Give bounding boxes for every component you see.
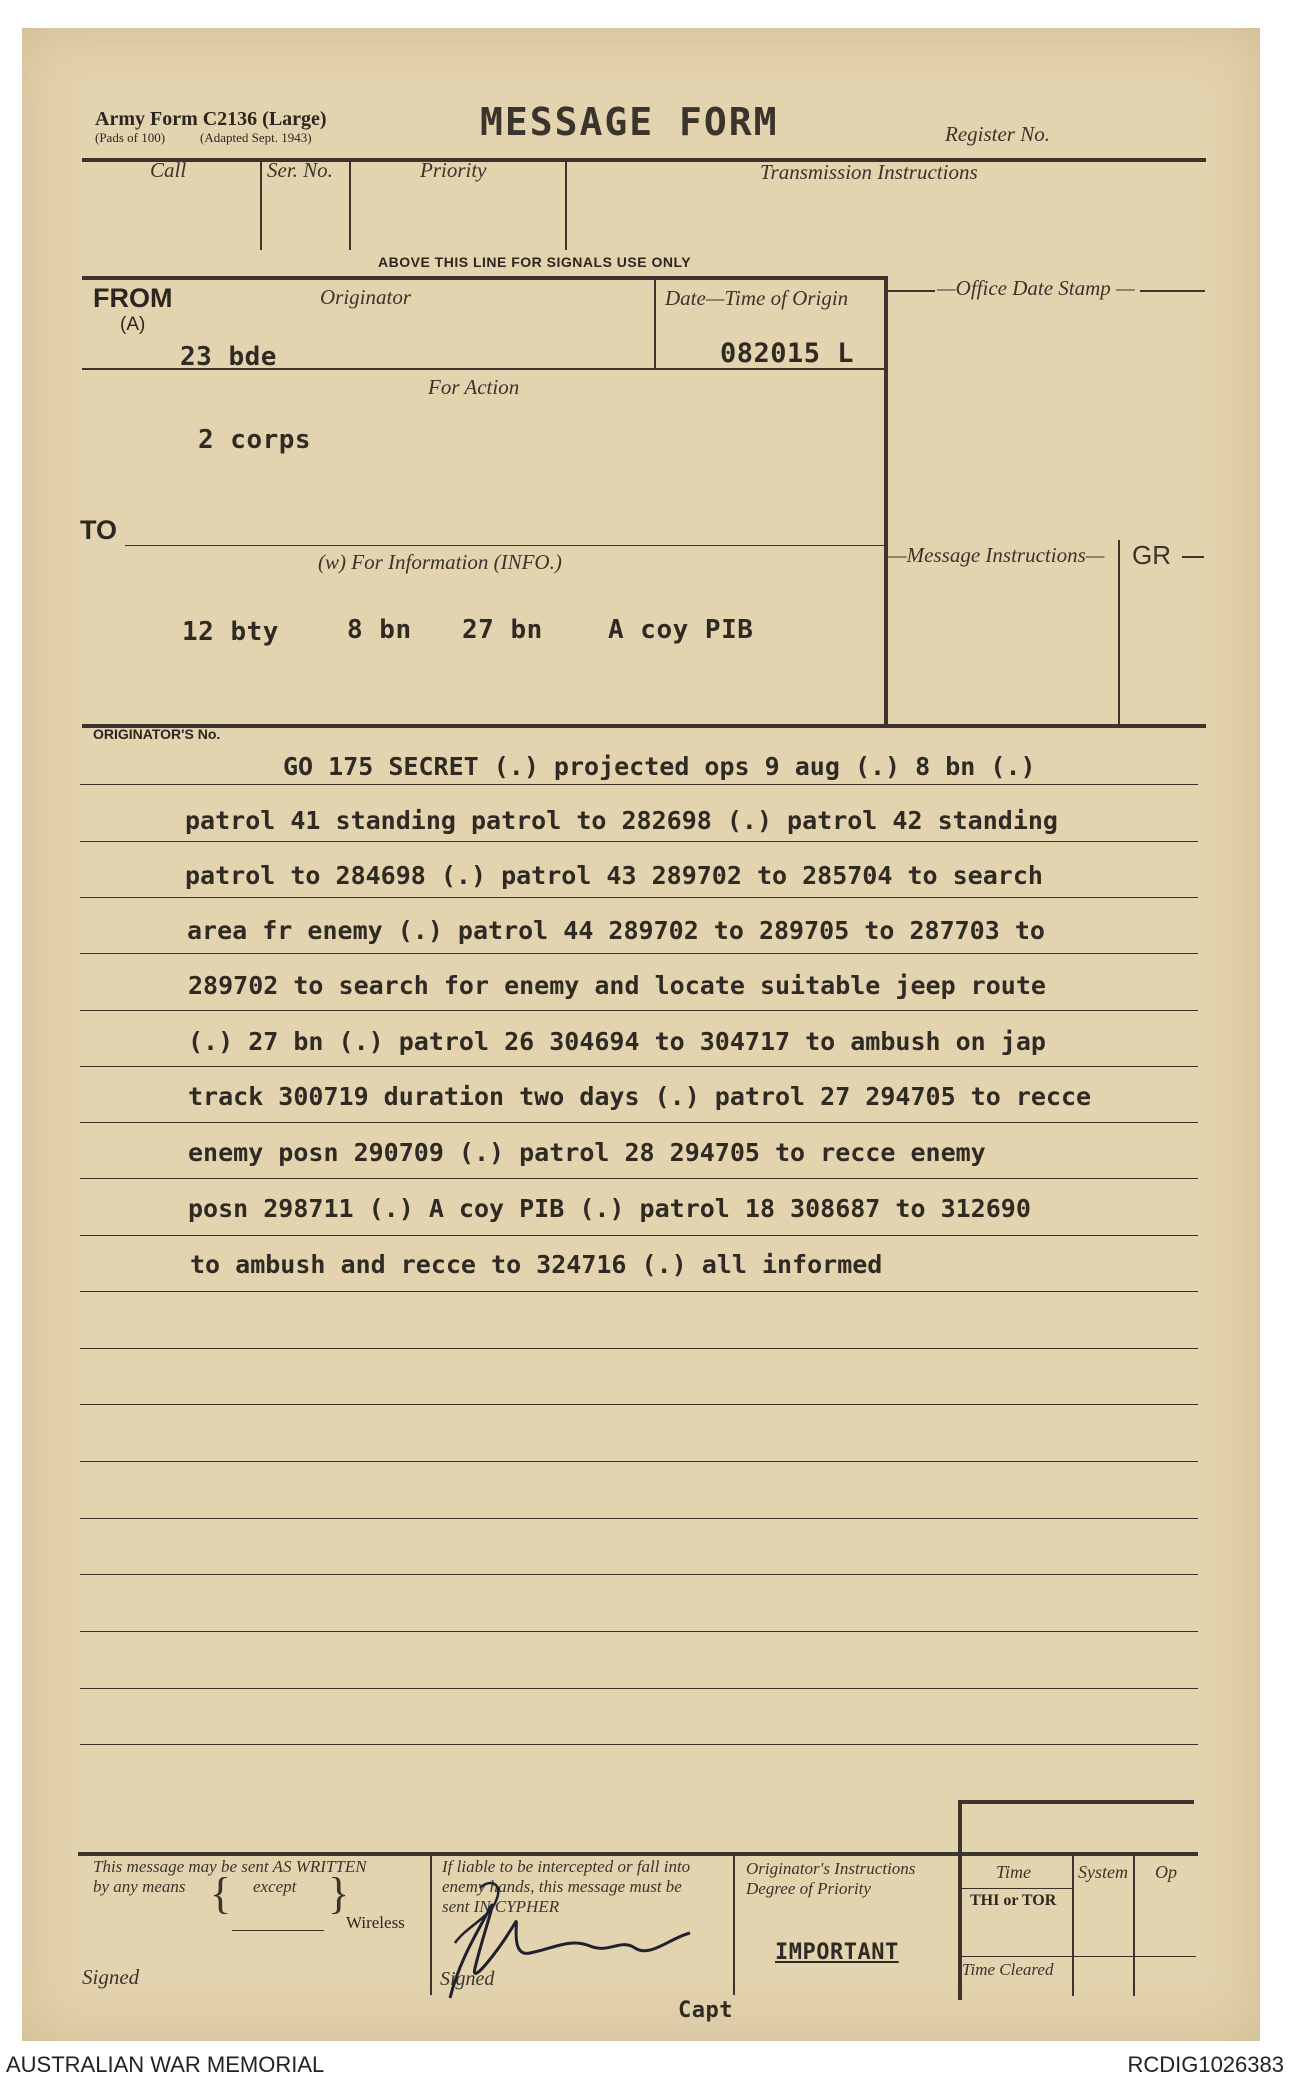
header-top-rule — [82, 158, 1206, 162]
form-id: Army Form C2136 (Large) — [95, 108, 327, 130]
register-no-label: Register No. — [945, 122, 1050, 146]
for-info-item-1: 12 bty — [182, 617, 279, 647]
body-rule-6 — [80, 1066, 1198, 1067]
body-rule-12 — [80, 1404, 1198, 1405]
message-line-4: area fr enemy (.) patrol 44 289702 to 289705 to 287703 to — [187, 916, 1045, 945]
signals-div-3 — [565, 160, 567, 250]
office-stamp-rule-right — [1140, 290, 1205, 292]
transmission-label: Transmission Instructions — [760, 160, 978, 184]
from-box-top — [82, 276, 888, 280]
body-rule-4 — [80, 953, 1198, 954]
from-label: FROM — [93, 283, 173, 313]
for-action-value: 2 corps — [198, 425, 312, 455]
signed-mid: Signed — [440, 1968, 495, 1990]
body-rule-1 — [80, 784, 1198, 785]
message-line-1: GO 175 SECRET (.) projected ops 9 aug (.) 8 bn (.) — [283, 752, 1036, 781]
dto-value: 082015 L — [720, 338, 855, 369]
from-bottom-rule — [82, 368, 886, 370]
wireless-text: Wireless — [346, 1913, 405, 1932]
body-rule-17 — [80, 1688, 1198, 1689]
originator-value: 23 bde — [180, 342, 277, 372]
message-line-2: patrol 41 standing patrol to 282698 (.) patrol 42 standing — [185, 806, 1058, 835]
body-rule-18 — [80, 1744, 1198, 1745]
ser-no-label: Ser. No. — [267, 158, 333, 182]
signals-div-1 — [260, 160, 262, 250]
footer-right-id: RCDIG1026383 — [1127, 2052, 1284, 2077]
brace-left: { — [210, 1869, 232, 1918]
time-box-div-1 — [1072, 1856, 1074, 1996]
message-line-6: (.) 27 bn (.) patrol 26 304694 to 304717 to ambush on jap — [188, 1027, 1046, 1056]
for-info-item-3: 27 bn — [462, 615, 543, 645]
gr-rule — [1182, 556, 1204, 558]
body-rule-14 — [80, 1518, 1198, 1519]
body-rule-9 — [80, 1235, 1198, 1236]
message-line-8: enemy posn 290709 (.) patrol 28 294705 to recce enemy — [188, 1138, 986, 1167]
message-line-10: to ambush and recce to 324716 (.) all informed — [190, 1250, 883, 1279]
dto-divider — [654, 278, 656, 368]
for-info-item-2: 8 bn — [347, 615, 412, 645]
form-pads: (Pads of 100) — [95, 130, 166, 145]
message-line-3: patrol to 284698 (.) patrol 43 289702 to 285704 to search — [185, 861, 1043, 890]
signed-left: Signed — [82, 1965, 140, 1989]
to-label: TO — [80, 515, 118, 545]
body-rule-13 — [80, 1461, 1198, 1462]
form-title: MESSAGE FORM — [480, 100, 779, 144]
time-box-div-2 — [1133, 1856, 1135, 1996]
time-box-rule-2 — [960, 1956, 1196, 1957]
enemy-hands-text: enemy hands, this message must be — [442, 1877, 682, 1896]
priority-label: Priority — [420, 158, 487, 182]
for-action-label: For Action — [428, 375, 520, 399]
message-line-5: 289702 to search for enemy and locate suitable jeep route — [188, 971, 1046, 1000]
body-rule-7 — [80, 1122, 1198, 1123]
header-bottom-rule — [82, 724, 1206, 728]
gr-label: GR — [1132, 540, 1171, 570]
bottom-section-rule — [78, 1852, 1198, 1856]
body-rule-5 — [80, 1010, 1198, 1011]
body-rule-3 — [80, 897, 1198, 898]
to-rule — [125, 545, 885, 546]
office-date-stamp: —Office Date Stamp — — [937, 276, 1135, 300]
thi-tor-label: THI or TOR — [970, 1892, 1057, 1909]
brace-right: } — [328, 1869, 350, 1918]
footer-left-credit: AUSTRALIAN WAR MEMORIAL — [6, 2052, 325, 2077]
op-label: Op — [1155, 1862, 1177, 1882]
gr-divider — [1118, 540, 1120, 726]
call-label: Call — [150, 158, 187, 182]
form-adapted: (Adapted Sept. 1943) — [200, 130, 312, 145]
degree-priority-text: Degree of Priority — [746, 1879, 871, 1898]
originator-label: Originator — [320, 285, 412, 309]
sent-cypher-text: sent IN CYPHER — [442, 1897, 560, 1916]
originators-no-label: ORIGINATOR'S No. — [93, 726, 221, 742]
body-rule-2 — [80, 841, 1198, 842]
if-liable-text: If liable to be intercepted or fall into — [442, 1857, 691, 1876]
time-cleared-label: Time Cleared — [962, 1960, 1054, 1979]
message-line-7: track 300719 duration two days (.) patrol 27 294705 to recce — [188, 1082, 1092, 1111]
time-label: Time — [996, 1862, 1032, 1882]
except-text: except — [253, 1877, 297, 1896]
priority-value-stamp: IMPORTANT — [775, 1940, 899, 1965]
body-rule-11 — [80, 1348, 1198, 1349]
from-sub-label: (A) — [120, 314, 146, 335]
for-info-item-4: A coy PIB — [608, 615, 754, 645]
signals-div-2 — [349, 160, 351, 250]
body-rule-15 — [80, 1574, 1198, 1575]
system-label: System — [1078, 1862, 1128, 1882]
message-line-9: posn 298711 (.) A coy PIB (.) patrol 18 308687 to 312690 — [188, 1194, 1031, 1223]
for-info-label: (w) For Information (INFO.) — [318, 550, 562, 574]
by-any-means-text: by any means — [93, 1877, 186, 1896]
dto-label: Date—Time of Origin — [665, 286, 849, 310]
rank-text: Capt — [678, 1998, 733, 2023]
body-rule-10 — [80, 1291, 1198, 1292]
from-box-right — [884, 276, 888, 728]
time-box-top — [958, 1800, 1194, 1804]
above-line-note: ABOVE THIS LINE FOR SIGNALS USE ONLY — [378, 254, 692, 270]
body-rule-16 — [80, 1631, 1198, 1632]
bottom-div-2 — [733, 1855, 735, 1995]
wireless-blank — [232, 1930, 324, 1931]
message-instructions-label: —Message Instructions— — [888, 543, 1105, 567]
body-rule-8 — [80, 1178, 1198, 1179]
orig-instructions-text: Originator's Instructions — [746, 1859, 916, 1878]
time-box-rule-1 — [960, 1888, 1072, 1889]
may-be-sent-text: This message may be sent AS WRITTEN — [93, 1857, 367, 1876]
